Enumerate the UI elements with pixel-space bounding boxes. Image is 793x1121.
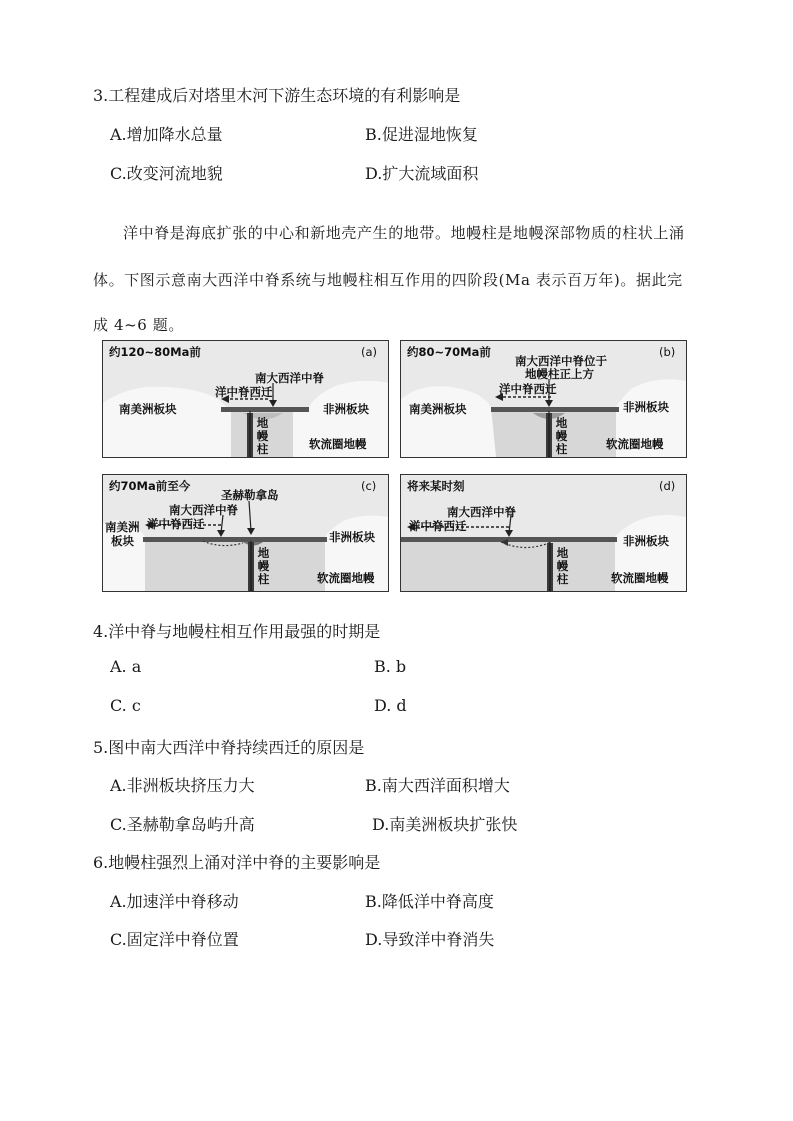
q5-option-a[interactable]: A.非洲板块挤压力大 (110, 776, 255, 795)
q3-option-a[interactable]: A.增加降水总量 (110, 125, 223, 144)
panel-a-left-plate: 南美洲板块 (119, 402, 177, 416)
panel-c-left-plate-line-2: 板块 (111, 534, 134, 548)
panel-b-plume: 地幔柱 (555, 416, 568, 456)
q5-option-b[interactable]: B.南大西洋面积增大 (365, 776, 510, 795)
q4-option-b[interactable]: B. b (374, 657, 407, 676)
panel-b-mantle: 软流圈地幔 (606, 437, 664, 451)
q5-option-c[interactable]: C.圣赫勒拿岛屿升高 (110, 815, 255, 834)
panel-a-tag: (a) (361, 345, 378, 359)
panel-c-migration: 洋中脊西迁 (147, 517, 205, 531)
q4-option-c[interactable]: C. c (110, 696, 141, 715)
q6-option-d[interactable]: D.导致洋中脊消失 (365, 930, 495, 949)
panel-d-ridge: 南大西洋中脊 (447, 505, 516, 519)
panel-c-tag: (c) (361, 479, 377, 493)
passage-line-3: 成 4~6 题。 (93, 316, 184, 334)
panel-b-left-plate: 南美洲板块 (409, 402, 467, 416)
panel-c-left-plate-line-1: 南美洲 (105, 520, 140, 534)
question-4-stem: 4.洋中脊与地幔柱相互作用最强的时期是 (93, 622, 381, 641)
panel-b-right-plate: 非洲板块 (623, 400, 669, 414)
q4-option-d[interactable]: D. d (374, 696, 407, 715)
panel-b (400, 340, 687, 458)
panel-d-plume: 地幔柱 (556, 546, 569, 586)
panel-d-tag: (d) (659, 479, 676, 493)
passage-line-2: 体。下图示意南大西洋中脊系统与地幔柱相互作用的四阶段(Ma 表示百万年)。据此完 (93, 271, 683, 289)
q3-option-d[interactable]: D.扩大流域面积 (365, 164, 479, 183)
question-3-stem: 3.工程建成后对塔里木河下游生态环境的有利影响是 (93, 86, 461, 105)
panel-b-ridge-line-2: 地幔柱正上方 (525, 367, 594, 381)
panel-a-ridge: 南大西洋中脊 (255, 371, 324, 385)
panel-a-title: 约120~80Ma前 (109, 345, 201, 359)
question-6-stem: 6.地幔柱强烈上涌对洋中脊的主要影响是 (93, 853, 381, 872)
panel-a-right-plate: 非洲板块 (323, 402, 369, 416)
panel-b-ridge-line-1: 南大西洋中脊位于 (515, 354, 607, 368)
panel-d-mantle: 软流圈地幔 (611, 571, 669, 585)
panel-c-ridge: 南大西洋中脊 (169, 503, 238, 517)
panel-c-right-plate: 非洲板块 (329, 530, 375, 544)
panel-c (102, 474, 389, 592)
q3-option-b[interactable]: B.促进湿地恢复 (365, 125, 478, 144)
panel-d-right-plate: 非洲板块 (623, 534, 669, 548)
panel-d-migration: 洋中脊西迁 (409, 519, 467, 533)
panel-c-mantle: 软流圈地幔 (317, 571, 375, 585)
q6-option-c[interactable]: C.固定洋中脊位置 (110, 930, 239, 949)
q3-option-c[interactable]: C.改变河流地貌 (110, 164, 223, 183)
panel-a-plume: 地幔柱 (256, 416, 269, 456)
panel-d (400, 474, 687, 592)
q6-option-b[interactable]: B.降低洋中脊高度 (365, 892, 494, 911)
panel-b-title: 约80~70Ma前 (407, 345, 491, 359)
panel-b-migration: 洋中脊西迁 (499, 382, 557, 396)
q4-option-a[interactable]: A. a (110, 657, 142, 676)
q5-option-d[interactable]: D.南美洲板块扩张快 (372, 815, 518, 834)
panel-a-migration: 洋中脊西迁 (215, 385, 273, 399)
panel-c-plume: 地幔柱 (257, 546, 270, 586)
question-5-stem: 5.图中南大西洋中脊持续西迁的原因是 (93, 738, 365, 757)
panel-c-island: 圣赫勒拿岛 (221, 488, 279, 502)
panel-a-mantle: 软流圈地幔 (309, 437, 367, 451)
panel-b-tag: (b) (659, 345, 676, 359)
panel-a (102, 340, 389, 458)
passage-line-1: 洋中脊是海底扩张的中心和新地壳产生的地带。地幔柱是地幔深部物质的柱状上涌 (123, 224, 685, 242)
panel-c-title: 约70Ma前至今 (109, 479, 191, 493)
panel-d-title: 将来某时刻 (407, 479, 465, 493)
q6-option-a[interactable]: A.加速洋中脊移动 (110, 892, 239, 911)
